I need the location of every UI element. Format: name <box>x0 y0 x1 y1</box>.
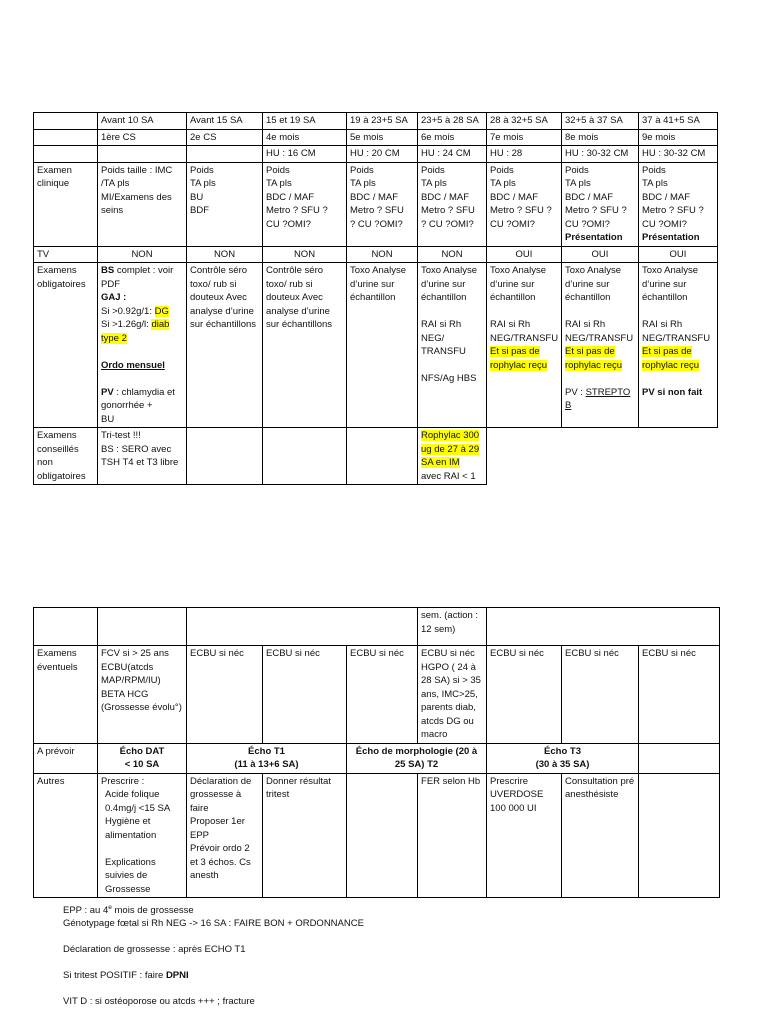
note-bold: DPNI <box>165 970 189 981</box>
table-cell <box>98 263 187 428</box>
header-cell: HU : 30-32 CM <box>562 146 639 163</box>
highlight-text: Et si pas de rophylac reçu <box>490 346 548 371</box>
cell-line: ECBU si néc <box>421 648 475 659</box>
header-cell <box>34 129 98 146</box>
cell-line: RAI si Rh NEG/ TRANSFU <box>421 319 466 357</box>
table-cell: ECBU si néc <box>487 646 562 744</box>
cell-line: Hygiène et alimentation <box>105 816 157 841</box>
cell-line: (11 à 13+6 SA) <box>234 759 299 770</box>
header-cell: HU : 30-32 CM <box>639 146 718 163</box>
table-cell <box>487 608 720 646</box>
row-label: Examens conseillés non obligatoires <box>34 428 98 485</box>
header-cell: 37 à 41+5 SA <box>639 113 718 130</box>
echo-morphologie-cell <box>347 743 487 773</box>
header-cell: 4e mois <box>263 129 347 146</box>
table-cell <box>98 428 187 485</box>
table-cell: Contrôle séro toxo/ rub si douteux Avec analyse d’urine sur échantillons <box>263 263 347 428</box>
table-cell: ECBU si néc <box>562 646 639 744</box>
header-cell: Avant 10 SA <box>98 113 187 130</box>
cell-line: Metro ? SFU ? <box>642 205 704 216</box>
cell-line: Écho T3 <box>544 745 581 757</box>
cell-line: Metro ? SFU ? <box>565 205 627 216</box>
table-cell: Donner résultat tritest <box>263 773 347 898</box>
row-autres <box>34 773 720 898</box>
table-cell: FER selon Hb <box>418 773 487 898</box>
cell-line: TA pls <box>266 178 292 189</box>
cell-line: avec RAI < 1 <box>421 470 476 482</box>
cell-line: BDF <box>190 205 209 216</box>
table-cell <box>639 263 718 428</box>
table-cell <box>187 162 263 246</box>
table-cell <box>487 263 562 428</box>
header-cell: 7e mois <box>487 129 562 146</box>
note-text: Si tritest POSITIF : faire <box>63 970 166 981</box>
highlight-text: Et si pas de rophylac reçu <box>642 346 700 371</box>
table-cell: ECBU si néc <box>187 646 263 744</box>
note-text: mois de grossesse <box>111 905 194 916</box>
cell-line: Poids <box>421 164 445 176</box>
table-cell: Toxo Analyse d’urine sur échantillon <box>347 263 418 428</box>
row-label: Examen clinique <box>34 162 98 246</box>
row-examens-conseilles <box>34 428 718 485</box>
table-cell <box>487 428 562 485</box>
table-cell <box>98 773 187 898</box>
cell-line: /TA pls <box>101 178 130 189</box>
cell-line: < 10 SA <box>124 759 160 770</box>
cell-line: Poids <box>350 164 374 176</box>
header-row-consultations <box>34 129 718 146</box>
cell-line: 25 SA) T2 <box>394 759 439 770</box>
threshold-text: Si >0.92g/1: <box>101 305 155 317</box>
cell-line: Prescrire : <box>101 775 145 787</box>
header-cell: 19 à 23+5 SA <box>347 113 418 130</box>
header-cell <box>187 146 263 163</box>
table-cell: OUI <box>562 246 639 263</box>
table-cell: NON <box>418 246 487 263</box>
header-cell: 2e CS <box>187 129 263 146</box>
echo-t3-cell <box>487 743 639 773</box>
cell-line: Metro ? SFU ? <box>266 205 328 216</box>
cell-line: Écho DAT <box>119 745 165 757</box>
table-cell <box>98 608 187 646</box>
cell-line: Toxo Analyse d’urine sur échantillon <box>490 265 546 303</box>
highlight-text: Et si pas de rophylac reçu <box>565 346 623 371</box>
cell-line: Metro ? SFU <box>350 205 404 216</box>
presentation-label: Présentation <box>642 232 700 243</box>
cell-line: CU ?OMI? <box>642 218 687 230</box>
row-label: TV <box>34 246 98 263</box>
cell-line: Explications suivies de Grossesse <box>105 856 156 895</box>
cell-line: BDC / MAF <box>565 191 614 203</box>
table-cell <box>347 162 418 246</box>
note-tritest <box>63 969 743 982</box>
header-cell: 32+5 à 37 SA <box>562 113 639 130</box>
highlight-text: diab type 2 <box>101 319 170 344</box>
table-cell: NON <box>187 246 263 263</box>
row-label: Examens obligatoires <box>34 263 98 428</box>
table-cell <box>418 162 487 246</box>
header-cell: 9e mois <box>639 129 718 146</box>
cell-line: TA pls <box>565 178 591 189</box>
header-cell: 5e mois <box>347 129 418 146</box>
cell-line: TA pls <box>421 178 447 189</box>
note-declaration: Déclaration de grossesse : après ECHO T1 <box>63 944 246 955</box>
highlight-text: DG <box>154 305 169 317</box>
cell-line: RAI si Rh NEG/TRANSFU <box>565 319 634 344</box>
table-cell: ECBU si néc <box>263 646 347 744</box>
cell-line: Poids taille : IMC <box>101 164 173 176</box>
cell-line: ECBU(atcds MAP/RPM/IU) <box>101 661 161 686</box>
cell-line: Poids <box>490 164 514 176</box>
table-cell <box>562 263 639 428</box>
header-row-periods <box>34 113 718 130</box>
cell-line: BDC / MAF <box>350 191 399 203</box>
table-cell: Consultation pré anesthésiste <box>562 773 639 898</box>
table-cell <box>418 263 487 428</box>
presentation-label: Présentation <box>565 232 623 243</box>
row-tv <box>34 246 718 263</box>
table-cell <box>263 162 347 246</box>
bs-label: BS <box>101 265 115 276</box>
row-continuation <box>34 608 720 646</box>
header-cell <box>98 146 187 163</box>
echo-t1-cell <box>187 743 347 773</box>
pv-text: : chlamydia et gonorrhée + <box>101 386 175 411</box>
table-cell <box>639 428 718 485</box>
table-cell <box>187 428 263 485</box>
cell-line: Déclaration de grossesse à faire <box>190 775 252 814</box>
table-cell <box>487 162 562 246</box>
threshold-text: Si >1.26g/l: <box>101 319 152 330</box>
cell-line: TA pls <box>642 178 668 189</box>
table-cell <box>639 773 720 898</box>
table-cell <box>98 646 187 744</box>
header-cell: 23+5 à 28 SA <box>418 113 487 130</box>
gaj-label: GAJ : <box>101 292 127 303</box>
cell-line: Poids <box>642 164 666 176</box>
header-cell: HU : 24 CM <box>418 146 487 163</box>
table-cell <box>562 428 639 485</box>
cell-line: BS : SERO avec TSH T4 et T3 libre <box>101 443 179 468</box>
header-cell <box>34 113 98 130</box>
cell-line: Metro ? SFU <box>421 205 475 216</box>
cell-line: RAI si Rh NEG/TRANSFU <box>490 319 559 344</box>
table-cell <box>418 428 487 485</box>
table-cell: sem. (action : 12 sem) <box>418 608 487 646</box>
strepto-text: STREPTO B <box>565 386 631 411</box>
cell-line: BU <box>190 191 204 203</box>
header-cell: 6e mois <box>418 129 487 146</box>
header-cell <box>34 146 98 163</box>
table-cell <box>418 646 487 744</box>
cell-line: BDC / MAF <box>490 191 539 203</box>
header-cell: HU : 20 CM <box>347 146 418 163</box>
cell-line: Écho de morphologie (20 à <box>355 745 478 757</box>
prenatal-schedule-table <box>33 112 718 485</box>
table-cell: OUI <box>487 246 562 263</box>
cell-line: BDC / MAF <box>421 191 470 203</box>
table-cell: Prescrire UVERDOSE 100 000 UI <box>487 773 562 898</box>
highlight-text: Rophylac 300 ug de 27 à 29 SA en IM <box>421 430 480 468</box>
header-cell: 8e mois <box>562 129 639 146</box>
cell-line: CU ?OMI? <box>266 218 311 230</box>
cell-line: NFS/Ag HBS <box>421 373 477 384</box>
table-cell <box>98 162 187 246</box>
table-cell: NON <box>263 246 347 263</box>
table-cell <box>347 428 418 485</box>
cell-line: MI/Examens des seins <box>101 191 172 216</box>
cell-line: FCV si > 25 ans <box>101 648 169 659</box>
ordo-mensuel-label: Ordo mensuel <box>101 359 165 371</box>
row-examens-eventuels <box>34 646 720 744</box>
note-epp <box>63 904 743 917</box>
table-cell: OUI <box>639 246 718 263</box>
cell-line: Prévoir ordo 2 et 3 échos. Cs anesth <box>190 843 251 881</box>
table-cell <box>562 162 639 246</box>
cell-line: TA pls <box>490 178 516 189</box>
table-cell: NON <box>98 246 187 263</box>
header-row-hu <box>34 146 718 163</box>
header-cell: Avant 15 SA <box>187 113 263 130</box>
cell-line: (30 à 35 SA) <box>535 759 590 770</box>
header-cell: HU : 28 <box>487 146 562 163</box>
echo-dat-cell <box>98 743 187 773</box>
header-cell: 15 et 19 SA <box>263 113 347 130</box>
cell-line: Toxo Analyse d’urine sur échantillon <box>565 265 621 303</box>
row-examens-obligatoires <box>34 263 718 428</box>
cell-line: CU ?OMI? <box>490 218 535 230</box>
cell-line: BDC / MAF <box>266 191 315 203</box>
cell-line: Proposer 1er EPP <box>190 816 245 841</box>
table-cell <box>34 608 98 646</box>
cell-line: Poids <box>266 164 290 176</box>
cell-line: RAI si Rh NEG/TRANSFU <box>642 319 711 344</box>
table-cell: NON <box>347 246 418 263</box>
cell-line: Tri-test !!! <box>101 430 141 441</box>
table-cell <box>187 773 263 898</box>
pv-text: PV : <box>565 386 586 398</box>
table-cell: Contrôle séro toxo/ rub si douteux Avec analyse d’urine sur échantillons <box>187 263 263 428</box>
header-cell: 28 à 32+5 SA <box>487 113 562 130</box>
row-label: Autres <box>34 773 98 898</box>
cell-line: BDC / MAF <box>642 191 691 203</box>
pv-label: PV <box>101 386 114 398</box>
cell-line: Metro ? SFU ? <box>490 205 552 216</box>
cell-line: HGPO ( 24 à 28 SA) si > 35 ans, IMC>25, parents diab, atcds DG ou macro <box>421 661 481 740</box>
table-cell <box>639 743 720 773</box>
cell-line: BETA HCG (Grossesse évolu°) <box>101 688 182 713</box>
cell-line: CU ?OMI? <box>565 218 610 230</box>
table-cell: ECBU si néc <box>639 646 720 744</box>
pv-text: PV si non fait <box>642 386 703 398</box>
table-cell <box>639 162 718 246</box>
bs-text: complet : voir PDF <box>101 265 174 290</box>
cell-line: Poids <box>190 164 214 176</box>
table-cell <box>187 608 418 646</box>
table-cell <box>347 773 418 898</box>
cell-line: Toxo Analyse d’urine sur échantillon <box>642 265 698 303</box>
cell-line: TA pls <box>190 178 216 189</box>
cell-line: ? CU ?OMI? <box>421 218 474 230</box>
notes-section <box>63 904 743 1008</box>
note-vitd: VIT D : si ostéoporose ou atcds +++ ; fracture <box>63 996 255 1007</box>
header-cell: 1ère CS <box>98 129 187 146</box>
header-cell: HU : 16 CM <box>263 146 347 163</box>
row-examen-clinique <box>34 162 718 246</box>
note-sup: e <box>108 903 112 911</box>
cell-line: Acide folique 0.4mg/j <15 SA <box>105 789 171 814</box>
prenatal-schedule-table-continued <box>33 607 720 898</box>
note-text: EPP : au 4 <box>63 905 109 916</box>
bu-text: BU <box>101 413 115 425</box>
cell-line: ? CU ?OMI? <box>350 218 403 230</box>
cell-line: TA pls <box>350 178 376 189</box>
row-label: Examens éventuels <box>34 646 98 744</box>
cell-line: Écho T1 <box>248 745 285 757</box>
note-genotypage: Génotypage fœtal si Rh NEG -> 16 SA : FAIRE BON + ORDONNANCE <box>63 918 364 929</box>
table-cell: ECBU si néc <box>347 646 418 744</box>
row-a-prevoir <box>34 743 720 773</box>
cell-line: Toxo Analyse d’urine sur échantillon <box>421 265 477 303</box>
row-label: A prévoir <box>34 743 98 773</box>
cell-line: Poids <box>565 164 589 176</box>
table-cell <box>263 428 347 485</box>
